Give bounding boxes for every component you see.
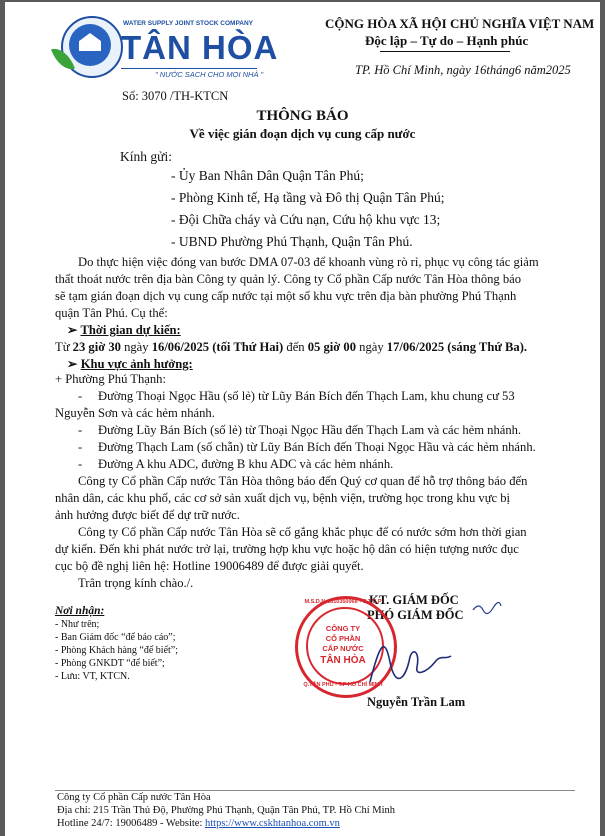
stamp-line: CỔ PHẦN	[325, 634, 361, 643]
intro-line: quận Tân Phú. Cụ thể:	[55, 306, 168, 320]
cc-item: - Như trên;	[55, 619, 100, 630]
notice-line: cục bộ đề nghị liên hệ: Hotline 19006489 để được giải quyết.	[55, 559, 364, 573]
stamp-line: CẤP NƯỚC	[322, 644, 364, 653]
arrow-icon: ➢	[67, 357, 81, 371]
footer-contact: Hotline 24/7: 19006489 - Website: https://www.cskhtanhoa.com.vn	[57, 818, 340, 829]
intro-line: sẽ tạm gián đoạn dịch vụ cung cấp nước tại một số khu vực trên địa bàn phường Phú Thạnh	[55, 289, 517, 303]
cc-item: - Phòng GNKDT “để biết”;	[55, 658, 165, 669]
area-heading: ➢ Khu vực ảnh hưởng:	[67, 357, 193, 371]
document-title: THÔNG BÁO	[256, 108, 349, 124]
area-item-continued: Nguyễn Sơn và các hẻm nhánh.	[55, 406, 215, 420]
notice-line: nhân dân, các khu phố, các cơ sở sản xuất dịch vụ, bệnh viện, trường học trong khu vực bị	[55, 491, 511, 505]
signer-name: Nguyễn Trần Lam	[367, 695, 466, 709]
recipient-item: - UBND Phường Phú Thạnh, Quận Tân Phú.	[171, 234, 413, 249]
stamp-bottom-text: Q.TÂN PHÚ - T.P HỒ CHÍ MINH	[303, 682, 383, 688]
intro-line: Do thực hiện việc đóng van bước DMA 07-03 để khoanh vùng rò rỉ, phục vụ công tác giảm	[78, 255, 539, 269]
notice-line: Công ty Cổ phần Cấp nước Tân Hòa sẽ cố gắng khắc phục để có nước sớm hơn thời gian	[78, 525, 527, 539]
time-heading: ➢ Thời gian dự kiến:	[67, 323, 181, 337]
company-english-name: WATER SUPPLY JOINT STOCK COMPANY	[123, 20, 254, 27]
handwritten-signature	[365, 632, 455, 692]
website-link[interactable]: https://www.cskhtanhoa.com.vn	[205, 818, 340, 829]
ward-label: + Phường Phú Thạnh:	[55, 372, 166, 386]
cc-item: - Ban Giám đốc “để báo cáo”;	[55, 632, 176, 643]
stamp-line: TÂN HÒA	[320, 655, 366, 666]
national-motto: Độc lập – Tự do – Hạnh phúc	[365, 33, 529, 48]
recipients-label: Kính gửi:	[120, 149, 172, 164]
cc-label: Nơi nhận:	[55, 605, 105, 617]
area-item: - Đường Thoại Ngọc Hầu (số lẻ) từ Lũy Bán Bích đến Thạch Lam, khu chung cư 53	[78, 389, 515, 403]
initial-signature	[471, 600, 503, 616]
cc-item: - Phòng Khách hàng “để biết”;	[55, 645, 179, 656]
motto-underline	[380, 51, 510, 52]
recipient-item: - Ủy Ban Nhân Dân Quận Tân Phú;	[171, 168, 364, 183]
brand-name: TÂN HÒA	[121, 29, 279, 66]
footer-divider	[55, 790, 575, 791]
signature-title: KT. GIÁM ĐỐC	[369, 593, 459, 607]
footer-address: Địa chỉ: 215 Trần Thủ Độ, Phường Phú Thạnh, Quận Tân Phú, TP. Hồ Chí Minh	[57, 805, 396, 816]
closing-line: Trân trọng kính chào./.	[78, 576, 194, 590]
time-detail: Từ 23 giờ 30 ngày 16/06/2025 (tối Thứ Hai) đến 05 giờ 00 ngày 17/06/2025 (sáng Thứ Ba).	[55, 340, 528, 354]
notice-line: dự kiến. Đến khi phát nước trở lại, trường hợp khu vực hoặc hộ dân có hiện tượng nước đục	[55, 542, 519, 556]
area-item: - Đường A khu ADC, đường B khu ADC và các hẻm nhánh.	[78, 457, 394, 471]
footer-company: Công ty Cổ phần Cấp nước Tân Hòa	[57, 792, 211, 803]
brand-underline	[121, 68, 257, 69]
stamp-line: CÔNG TY	[325, 624, 361, 633]
area-item: - Đường Lũy Bán Bích (số lẻ) từ Thoại Ngọc Hầu đến Thạch Lam và các hẻm nhánh.	[78, 423, 522, 437]
notice-line: Công ty Cổ phần Cấp nước Tân Hòa thông báo đến Quý cơ quan để hỗ trợ thông báo đến	[78, 474, 528, 488]
document-number: Số: 3070 /TH-KTCN	[122, 89, 229, 103]
notice-line: ảnh hưởng được biết để dự trữ nước.	[55, 508, 240, 522]
document-subtitle: Về việc gián đoạn dịch vụ cung cấp nước	[189, 126, 416, 141]
cc-item: - Lưu: VT, KTCN.	[55, 671, 130, 682]
place-date: TP. Hồ Chí Minh, ngày 16tháng6 năm2025	[355, 63, 571, 77]
recipient-item: - Đội Chữa cháy và Cứu nạn, Cứu hộ khu vực 13;	[171, 212, 441, 227]
stamp-ring-text: M.S.D.N:0310350066 - C.T.C.P	[304, 599, 382, 605]
slogan: " NƯỚC SẠCH CHO MỌI NHÀ "	[155, 70, 264, 79]
intro-line: thất thoát nước trên địa bàn Công ty quản lý. Công ty Cổ phần Cấp nước Tân Hòa thông báo	[55, 272, 522, 286]
document-page	[5, 2, 600, 836]
area-item: - Đường Thạch Lam (số chẵn) từ Lũy Bán Bích đến Thoại Ngọc Hầu và các hẻm nhánh.	[78, 440, 536, 454]
recipient-item: - Phòng Kinh tế, Hạ tầng và Đô thị Quận Tân Phú;	[171, 190, 445, 205]
nation-title: CỘNG HÒA XÃ HỘI CHỦ NGHĨA VIỆT NAM	[325, 16, 595, 31]
signature-position: PHÓ GIÁM ĐỐC	[367, 608, 464, 622]
arrow-icon: ➢	[67, 323, 81, 337]
